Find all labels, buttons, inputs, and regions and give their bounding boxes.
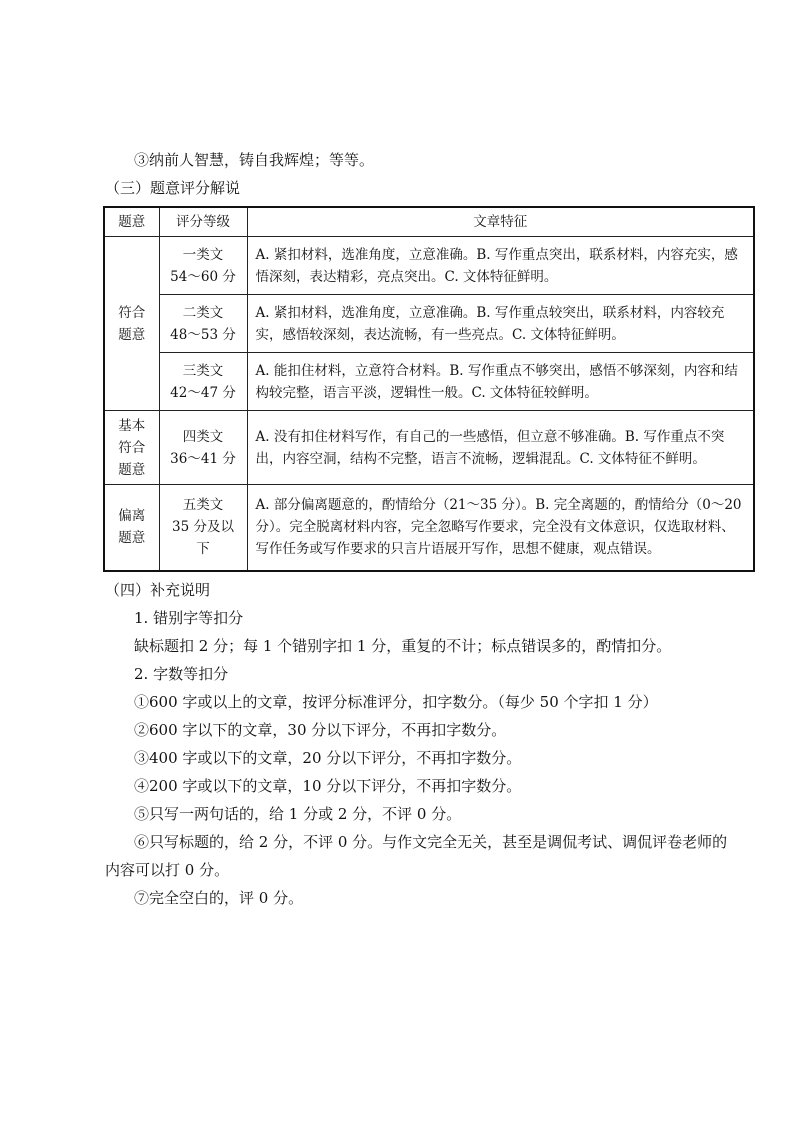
list-item: ③400 字或以下的文章，20 分以下评分，不再扣字数分。: [134, 749, 522, 767]
table-row: [104, 485, 754, 571]
grade-cell: 一类文 54～60 分: [159, 237, 247, 295]
rubric-table: [103, 206, 755, 572]
feature-cell: A. 紧扣材料，选准角度，立意准确。B. 写作重点较突出，联系材料，内容较充实，感悟较深刻，表达流畅，有一些亮点。C. 文体特征鲜明。: [247, 295, 754, 353]
list-item-6-line1: ⑥只写标题的，给 2 分，不评 0 分。与作文完全无关，甚至是调侃考试、调侃评卷老师的: [134, 833, 728, 851]
grade-cell: 二类文 48～53 分: [159, 295, 247, 353]
section4-title: （四）补充说明: [105, 581, 211, 599]
group-deviate: 偏离 题意: [104, 485, 159, 571]
sub1-title: 1. 错别字等扣分: [134, 609, 244, 627]
sub1-text: 缺标题扣 2 分；每 1 个错别字扣 1 分，重复的不计；标点错误多的，酌情扣分。: [134, 637, 672, 655]
feature-cell: A. 能扣住材料，立意符合材料。B. 写作重点不够突出，感悟不够深刻，内容和结构较完整，语言平淡，逻辑性一般。C. 文体特征较鲜明。: [247, 353, 754, 411]
feature-cell: A. 紧扣材料，选准角度，立意准确。B. 写作重点突出，联系材料，内容充实，感悟深刻，表达精彩，亮点突出。C. 文体特征鲜明。: [247, 237, 754, 295]
table-row: [104, 411, 754, 485]
table-row: [104, 353, 754, 411]
group-basic: 基本 符合 题意: [104, 411, 159, 485]
table-row: [104, 295, 754, 353]
header-grade: 评分等级: [159, 207, 247, 237]
group-fit: 符合 题意: [104, 237, 159, 411]
table-row: [104, 237, 754, 295]
header-topic: 题意: [104, 207, 159, 237]
list-item-6-line2: 内容可以打 0 分。: [105, 861, 230, 879]
feature-cell: A. 没有扣住材料写作，有自己的一些感悟，但立意不够准确。B. 写作重点不突出，内容空洞，结构不完整，语言不流畅，逻辑混乱。C. 文体特征不鲜明。: [247, 411, 754, 485]
intro-item: ③纳前人智慧，铸自我辉煌；等等。: [134, 151, 375, 169]
list-item: ⑤只写一两句话的，给 1 分或 2 分，不评 0 分。: [134, 805, 462, 823]
grade-cell: 五类文 35 分及以下: [159, 485, 247, 571]
list-item: ①600 字或以上的文章，按评分标准评分，扣字数分。（每少 50 个字扣 1 分）: [134, 693, 658, 711]
table-header-row: [104, 207, 754, 237]
list-item: ②600 字以下的文章，30 分以下评分，不再扣字数分。: [134, 721, 507, 739]
grade-cell: 四类文 36～41 分: [159, 411, 247, 485]
header-feature: 文章特征: [247, 207, 754, 237]
section3-title: （三）题意评分解说: [105, 179, 241, 197]
feature-cell: A. 部分偏离题意的，酌情给分（21～35 分）。B. 完全离题的，酌情给分（0～20 分）。完全脱离材料内容，完全忽略写作要求，完全没有文体意识，仅选取材料、写作任务或写作要求的只言片语展开写作，思想不健康，观点错误。: [247, 485, 754, 571]
grade-cell: 三类文 42～47 分: [159, 353, 247, 411]
list-item-7: ⑦完全空白的，评 0 分。: [134, 889, 304, 907]
sub2-title: 2. 字数等扣分: [134, 665, 229, 683]
list-item: ④200 字或以下的文章，10 分以下评分，不再扣字数分。: [134, 777, 522, 795]
